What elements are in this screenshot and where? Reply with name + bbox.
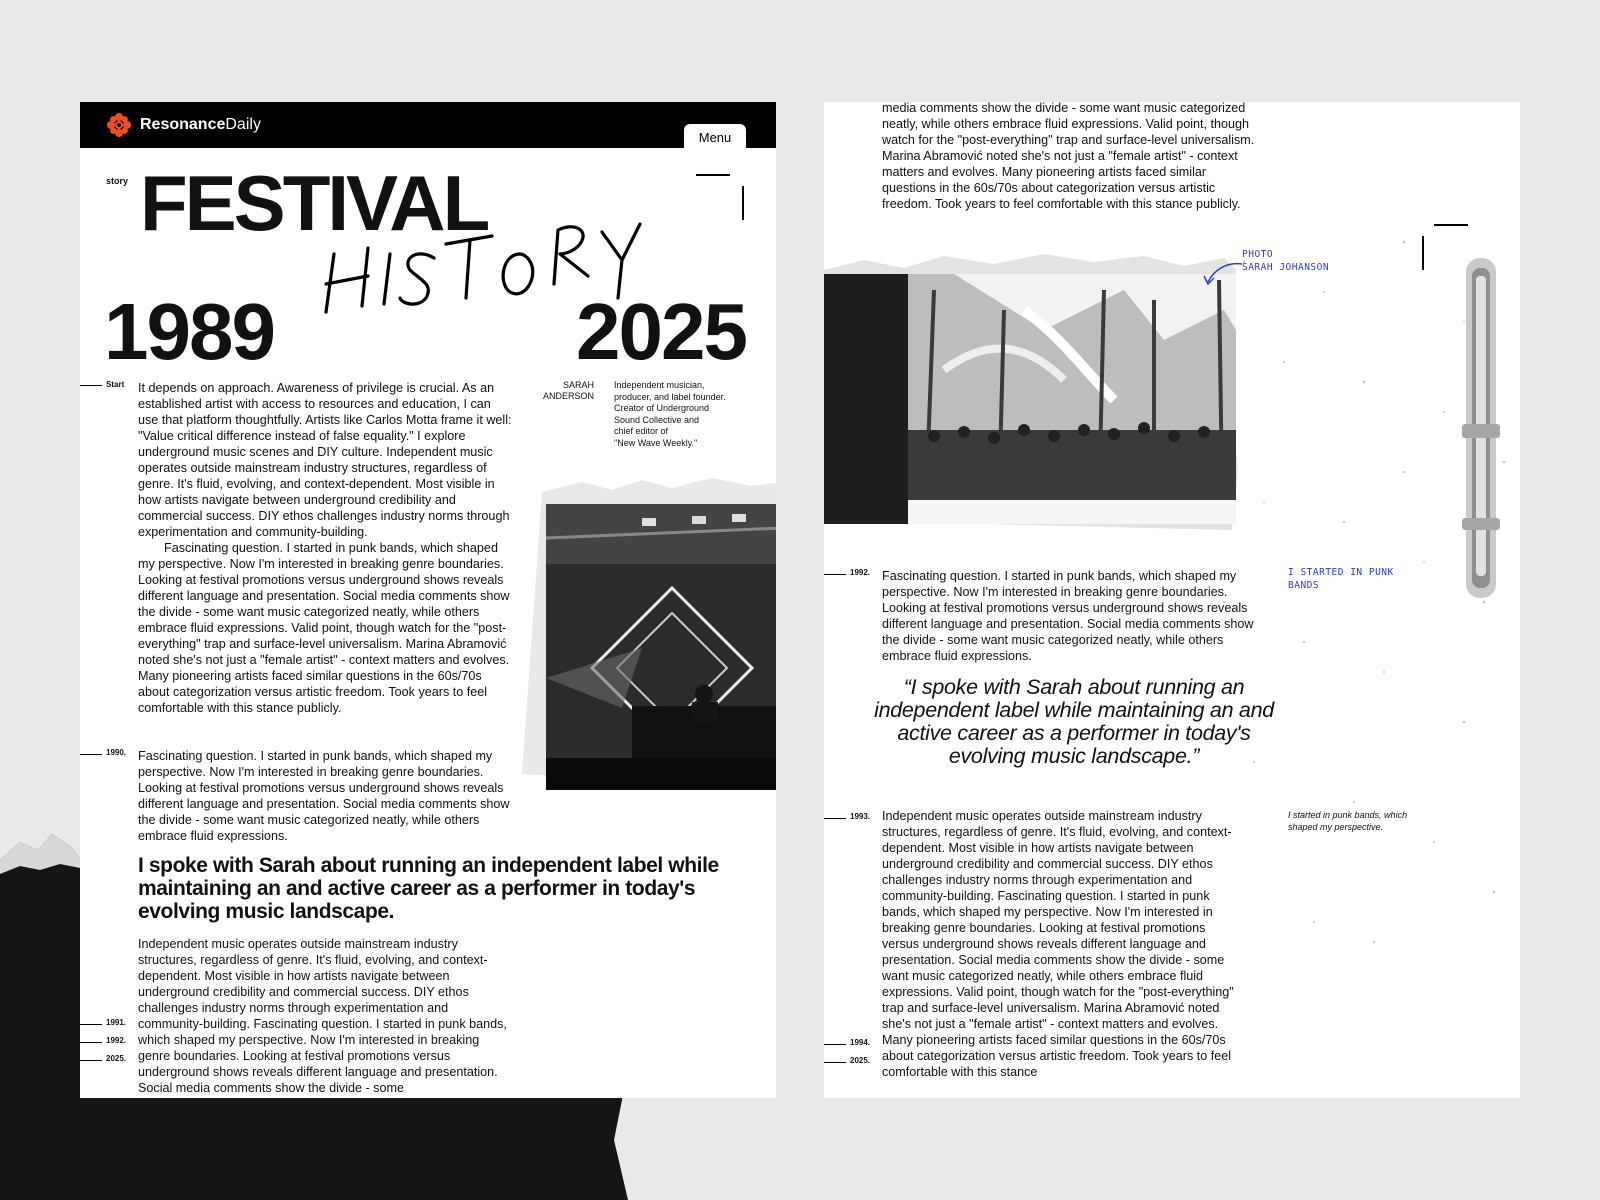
timeline-label-1994: 1994. <box>850 1038 871 1047</box>
timeline-label-start: Start <box>106 380 125 389</box>
timeline-label-2025: 2025. <box>850 1056 871 1065</box>
timeline-tick <box>80 754 102 755</box>
paragraph-3: Fascinating question. I started in punk bands, which shaped my perspective. Now I'm interested in breaking genre boundaries. Looking at festival promotions versus underground shows reveals different language and presentation. Social media comments show the divide - some want music categorized neatly, while others embrace fluid expressions. <box>138 749 510 843</box>
paragraph-1: It depends on approach. Awareness of privilege is crucial. As an established artist with access to resources and education, I can use that platform thoughtfully. Artists like Carlos Motta frame it well: "Value critical difference instead of false equality." I explore underground music scenes and DIY culture. Independent music operates outside mainstream industry structures, regardless of genre. It's fluid, evolving, and context-dependent. Most visible in how artists navigate between underground credibility and commercial success. DIY ethos challenges industry norms through experimentation and community-building. <box>138 381 512 539</box>
corner-mark <box>1422 236 1424 270</box>
brand-name-bold: Resonance <box>140 116 226 133</box>
timeline-tick <box>80 1042 102 1043</box>
paragraph-top: media comments show the divide - some want music categorized neatly, while others embrace fluid expressions. Valid point, though watch for the "post-everything" trap and surface-level universalism. Marina Abramović noted she's not just a "female artist" - context matters and evolves. Many pioneering artists faced similar questions in the 60s/70s about categorization versus artistic freedom. Took years to feel comfortable with this stance publicly. <box>882 102 1255 211</box>
margin-note-line: I STARTED IN PUNK <box>1288 567 1394 578</box>
bio-line: Independent musician, <box>614 380 705 390</box>
author-bio <box>614 380 744 449</box>
italic-quote: “I spoke with Sarah about running an independent label while maintaining an and active career as a performer in today's evolving music landscape.” <box>874 675 1274 768</box>
timeline-label-2025: 2025. <box>106 1054 127 1063</box>
corner-mark <box>696 174 730 176</box>
article-page-left <box>80 102 776 1098</box>
timeline-label-1990: 1990. <box>106 748 127 757</box>
timeline-label-1991: 1991. <box>106 1018 127 1027</box>
author-last-name: ANDERSON <box>542 391 594 401</box>
timeline-tick <box>824 1044 846 1045</box>
side-note: I started in punk bands, which shaped my perspective. <box>1288 810 1408 832</box>
pull-quote: I spoke with Sarah about running an independent label while maintaining an and active career as a performer in today's evolving music landscape. <box>138 854 719 923</box>
bio-line: Sound Collective and <box>614 414 700 425</box>
photo-credit-line: PHOTO <box>1242 249 1274 260</box>
hero-title: FESTIVAL <box>140 159 488 247</box>
flower-logo-icon <box>106 112 132 138</box>
author-name <box>528 380 594 402</box>
bio-line: producer, and label founder. <box>614 391 726 402</box>
corner-mark <box>1434 224 1468 226</box>
year-end: 2025 <box>576 287 746 376</box>
paragraph-2: Fascinating question. I started in punk bands, which shaped my perspective. Now I'm interested in breaking genre boundaries. Looking at festival promotions versus underground shows reveals different language and presentation. Social media comments show the divide - some want music categorized neatly, while others embrace fluid expressions. Valid point, though watch for the "post-everything" trap and surface-level universalism. Marina Abramović noted she's not just a "female artist" - context matters and evolves. Many pioneering artists faced similar questions in the 60s/70s about categorization versus artistic freedom. Took years to feel comfortable with this stance publicly. <box>138 541 510 715</box>
menu-button[interactable]: Menu <box>684 124 746 154</box>
paragraph-1993: Independent music operates outside mainstream industry structures, regardless of genre. It's fluid, evolving, and context-dependent. Most visible in how artists navigate between underground credibility and commercial success. DIY ethos challenges industry norms through experimentation and community-building. Fascinating question. I started in punk bands, which shaped my perspective. Now I'm interested in breaking genre boundaries. Looking at festival promotions versus underground shows reveals different language and presentation. Social media comments show the divide - some want music categorized neatly, while others embrace fluid expressions. Valid point, though watch for the "post-everything" trap and surface-level universalism. Marina Abramović noted she's not just a "female artist" - context matters and evolves. Many pioneering artists faced similar questions in the 60s/70s about categorization versus artistic freedom. Took years to feel comfortable with this stance <box>882 809 1234 1079</box>
timeline-tick <box>824 1062 846 1063</box>
binder-clip-icon <box>1458 258 1502 598</box>
timeline-tick <box>824 818 846 819</box>
hand-drawn-arrow-icon <box>1200 260 1244 290</box>
brand-name-light: Daily <box>225 116 261 133</box>
timeline-tick <box>824 574 846 575</box>
timeline-tick <box>80 1060 102 1061</box>
bio-line: chief editor of <box>614 426 669 436</box>
timeline-label-1992: 1992. <box>850 568 871 577</box>
timeline-tick <box>80 1024 102 1025</box>
paragraph-1992: Fascinating question. I started in punk bands, which shaped my perspective. Now I'm interested in breaking genre boundaries. Looking at festival promotions versus underground shows reveals different language and presentation. Social media comments show the divide - some want music categorized neatly, while others embrace fluid expressions. <box>882 569 1254 663</box>
photo-credit-note <box>1242 248 1329 274</box>
bio-line: "New Wave Weekly." <box>614 437 698 448</box>
story-tag: story <box>106 176 129 186</box>
photo-credit-line: SARAH JOHANSON <box>1242 262 1330 273</box>
handwritten-margin-note <box>1288 566 1394 592</box>
festival-photo[interactable] <box>824 250 1256 540</box>
top-navigation-bar <box>80 102 776 148</box>
timeline-tick <box>80 385 102 386</box>
year-start: 1989 <box>104 287 274 376</box>
article-page-right <box>824 102 1520 1098</box>
paragraph-4: Independent music operates outside mainstream industry structures, regardless of genre. It's fluid, evolving, and context-dependent. Most visible in how artists navigate between underground credibility and commercial success. DIY ethos challenges industry norms through experimentation and community-building. Fascinating question. I started in punk bands, which shaped my perspective. Now I'm interested in breaking genre boundaries. Looking at festival promotions versus underground shows reveals different language and presentation. Social media comments show the divide - some <box>138 937 507 1095</box>
author-first-name: SARAH <box>562 380 594 390</box>
corner-mark <box>742 186 744 220</box>
brand-logo[interactable] <box>106 112 261 138</box>
margin-note-line: BANDS <box>1288 580 1320 591</box>
concert-photo[interactable] <box>522 478 776 790</box>
article-paragraph <box>138 380 512 716</box>
timeline-label-1992: 1992. <box>106 1036 127 1045</box>
timeline-label-1993: 1993. <box>850 812 871 821</box>
bio-line: Creator of Underground <box>614 403 710 413</box>
